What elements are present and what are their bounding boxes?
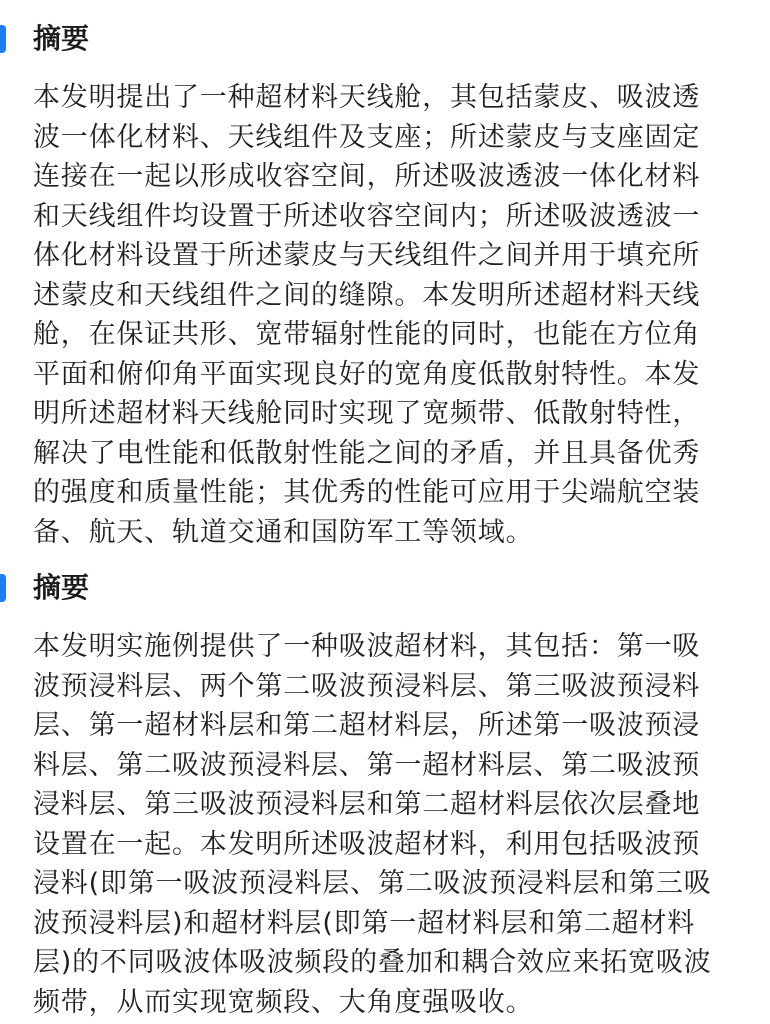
paragraph-line: 层、第一超材料层和第二超材料层，所述第一吸波预浸 [33,710,701,741]
paragraph-line: 层)的不同吸波体吸波频段的叠加和耦合效应来拓宽吸波 [33,947,712,978]
section-heading: 摘要 [33,571,90,604]
paragraph-line: 解决了电性能和低散射性能之间的矛盾，并且具备优秀 [33,437,701,469]
section-header [0,14,770,66]
paragraph-line: 本发明提出了一种超材料天线舱，其包括蒙皮、吸波透 [33,82,701,113]
paragraph-line: 体化材料设置于所述蒙皮与天线组件之间并用于填充所 [33,240,701,271]
paragraph-line: 的强度和质量性能；其优秀的性能可应用于尖端航空装 [33,477,701,508]
abstract-section-2 [0,563,770,1018]
paragraph-line: 连接在一起以形成收容空间，所述吸波透波一体化材料 [33,161,701,192]
paragraph-line: 和天线组件均设置于所述收容空间内；所述吸波透波一 [33,200,701,232]
paragraph-line: 述蒙皮和天线组件之间的缝隙。本发明所述超材料天线 [33,279,701,311]
paragraph-line: 平面和俯仰角平面实现良好的宽角度低散射特性。本发 [33,358,701,390]
paragraph-line: 频带，从而实现宽频段、大角度强吸收。 [33,986,534,1018]
paragraph-line: 浸料(即第一吸波预浸料层、第二吸波预浸料层和第三吸 [33,868,712,899]
section-header [0,563,770,615]
paragraph-line: 浸料层、第三吸波预浸料层和第二超材料层依次层叠地 [33,789,701,820]
abstract-paragraph [33,78,741,552]
paragraph-line: 波一体化材料、天线组件及支座；所述蒙皮与支座固定 [33,121,701,153]
section-accent-bar [0,25,6,53]
section-accent-bar [0,574,6,602]
paragraph-line: 备、航天、轨道交通和国防军工等领域。 [33,516,534,548]
abstract-section-1 [0,14,770,548]
paragraph-line: 料层、第二吸波预浸料层、第一超材料层、第二吸波预 [33,749,701,781]
section-heading: 摘要 [33,22,90,55]
paragraph-line: 本发明实施例提供了一种吸波超材料，其包括：第一吸 [33,631,701,662]
paragraph-line: 波预浸料层、两个第二吸波预浸料层、第三吸波预浸料 [33,670,701,702]
paragraph-line: 明所述超材料天线舱同时实现了宽频带、低散射特性， [33,398,701,429]
paragraph-line: 舱，在保证共形、宽带辐射性能的同时，也能在方位角 [33,319,701,350]
abstract-paragraph [33,627,741,1022]
paragraph-line: 设置在一起。本发明所述吸波超材料，利用包括吸波预 [33,828,701,860]
paragraph-line: 波预浸料层)和超材料层(即第一超材料层和第二超材料 [33,907,696,939]
